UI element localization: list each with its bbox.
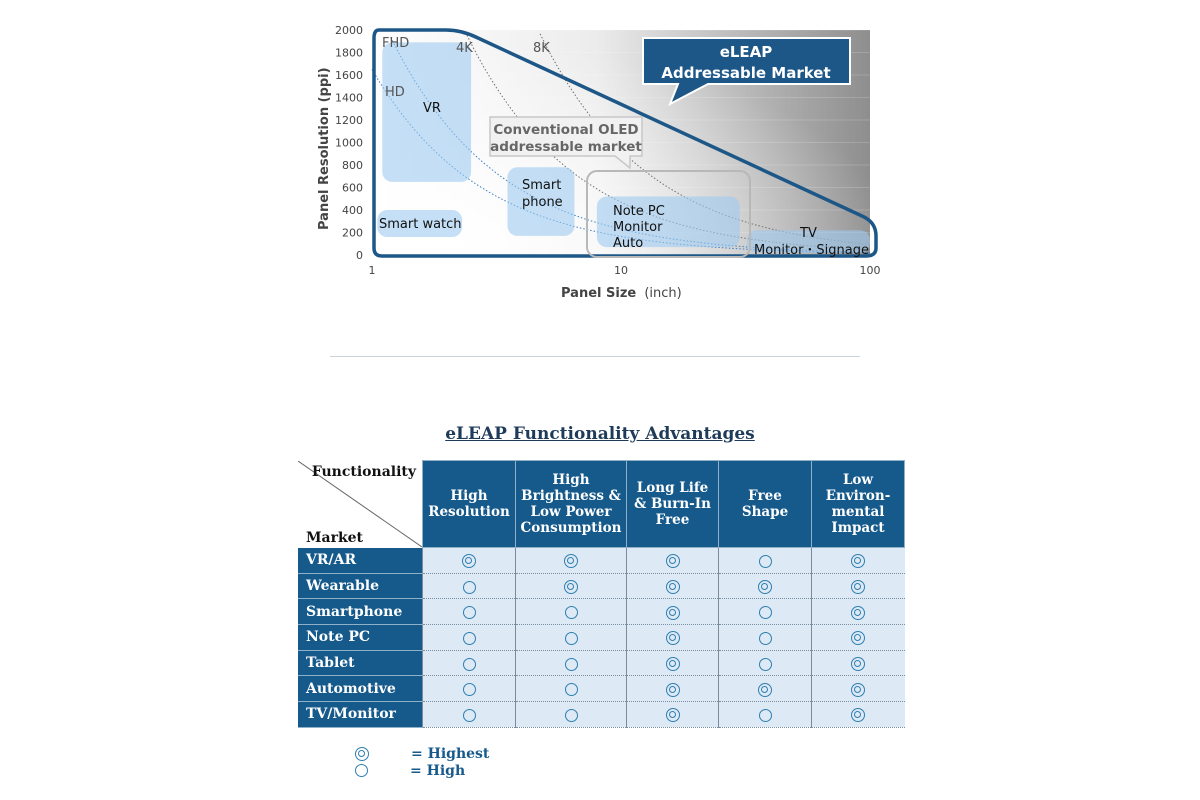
panel-resolution-chart — [0, 0, 1200, 340]
rating-cell — [812, 599, 905, 625]
double-circle-icon — [564, 554, 578, 568]
circle-icon — [463, 658, 476, 671]
rating-cell — [719, 676, 812, 702]
region-label: Smart — [522, 178, 562, 193]
section-divider — [330, 356, 860, 357]
double-circle-icon — [666, 631, 680, 645]
y-tick-label: 1600 — [335, 69, 363, 82]
rating-cell — [719, 573, 812, 599]
rating-cell — [516, 599, 627, 625]
column-header: Free Shape — [719, 461, 812, 548]
rating-cell — [423, 702, 516, 728]
rating-cell — [812, 573, 905, 599]
rating-cell — [516, 676, 627, 702]
table-row — [298, 625, 905, 651]
double-circle-icon — [666, 606, 680, 620]
column-header: Long Life & Burn-In Free — [627, 461, 719, 548]
eleap-callout-line: Addressable Market — [661, 64, 831, 82]
rating-cell — [627, 573, 719, 599]
row-header-market: Note PC — [298, 625, 423, 651]
curve-label: HD — [385, 85, 405, 100]
circle-icon — [463, 683, 476, 696]
rating-cell — [812, 702, 905, 728]
y-tick-label: 1000 — [335, 136, 363, 150]
double-circle-icon — [666, 554, 680, 568]
region-label: Auto — [613, 236, 644, 251]
rating-cell — [423, 676, 516, 702]
legend-high-label: = High — [410, 762, 466, 779]
y-tick-label: 800 — [342, 159, 363, 172]
rating-cell — [627, 676, 719, 702]
y-tick-label: 0 — [356, 249, 363, 262]
rating-cell — [423, 650, 516, 676]
rating-cell — [423, 548, 516, 574]
x-tick-label: 1 — [368, 264, 376, 277]
y-tick-label: 1400 — [335, 91, 363, 105]
circle-icon — [759, 709, 772, 722]
y-tick-label: 1200 — [335, 114, 363, 127]
y-tick-label: 200 — [342, 226, 363, 240]
double-circle-icon — [851, 554, 865, 568]
circle-icon — [759, 632, 772, 645]
circle-icon — [565, 632, 578, 645]
region-label: phone — [522, 195, 563, 210]
x-tick-label: 100 — [859, 264, 881, 277]
x-axis-label-main: Panel Size — [561, 286, 637, 301]
region-label: TV — [800, 226, 817, 241]
table-row — [298, 702, 905, 728]
rating-cell — [423, 625, 516, 651]
table-header-row — [298, 461, 905, 548]
rating-cell — [719, 625, 812, 651]
rating-cell — [627, 548, 719, 574]
double-circle-icon — [758, 580, 772, 594]
column-header: High Brightness & Low Power Consumption — [516, 461, 627, 548]
double-circle-icon — [851, 657, 865, 671]
rating-cell — [516, 573, 627, 599]
circle-icon — [565, 658, 578, 671]
table-row — [298, 650, 905, 676]
circle-icon — [565, 709, 578, 722]
double-circle-icon — [462, 554, 476, 568]
table-corner-header — [298, 461, 423, 548]
eleap-callout-line: eLEAP — [719, 43, 773, 61]
rating-cell — [516, 702, 627, 728]
rating-cell — [516, 625, 627, 651]
double-circle-icon — [851, 708, 865, 722]
region-label: VR — [423, 101, 441, 116]
row-header-market: Automotive — [298, 676, 423, 702]
y-tick-label: 2000 — [335, 24, 363, 37]
y-tick-label: 600 — [342, 181, 363, 195]
double-circle-icon — [666, 657, 680, 671]
oled-callout-line: addressable market — [490, 139, 642, 155]
table-row — [298, 573, 905, 599]
circle-icon — [463, 606, 476, 619]
row-header-market: VR/AR — [298, 548, 423, 574]
region-label: Monitor — [613, 220, 663, 235]
circle-icon — [463, 709, 476, 722]
double-circle-icon — [851, 606, 865, 620]
column-header: Low Environ-mental Impact — [812, 461, 905, 548]
rating-cell — [516, 548, 627, 574]
x-tick-label: 10 — [614, 264, 628, 277]
rating-cell — [627, 599, 719, 625]
double-circle-icon — [666, 708, 680, 722]
circle-icon — [463, 632, 476, 645]
double-circle-icon — [851, 631, 865, 645]
corner-market-label: Market — [306, 529, 364, 546]
region-label: Monitor・Signage — [754, 243, 869, 258]
rating-cell — [627, 702, 719, 728]
rating-cell — [719, 599, 812, 625]
double-circle-icon — [666, 683, 680, 697]
curve-label: 8K — [533, 41, 550, 56]
rating-cell — [719, 702, 812, 728]
curve-label: FHD — [382, 36, 410, 51]
column-header: High Resolution — [423, 461, 516, 548]
oled-callout-line: Conventional OLED — [493, 122, 639, 138]
legend-highest-label: = Highest — [411, 745, 490, 762]
rating-cell — [812, 650, 905, 676]
functionality-table — [298, 460, 905, 728]
row-header-market: Smartphone — [298, 599, 423, 625]
curve-label: 4K — [456, 41, 473, 56]
row-header-market: Tablet — [298, 650, 423, 676]
rating-cell — [627, 625, 719, 651]
double-circle-icon — [851, 580, 865, 594]
table-row — [298, 548, 905, 574]
row-header-market: TV/Monitor — [298, 702, 423, 728]
circle-icon — [463, 581, 476, 594]
y-axis-label: Panel Resolution (ppi) — [317, 67, 332, 230]
rating-cell — [812, 548, 905, 574]
circle-icon — [565, 606, 578, 619]
rating-cell — [516, 650, 627, 676]
x-axis-label — [561, 286, 682, 301]
rating-cell — [719, 548, 812, 574]
circle-icon — [759, 555, 772, 568]
rating-cell — [627, 650, 719, 676]
legend — [355, 745, 489, 779]
table-row — [298, 676, 905, 702]
double-circle-icon — [564, 580, 578, 594]
region-label: Smart watch — [379, 217, 462, 232]
region-label: Note PC — [613, 204, 665, 219]
x-axis-label-unit: (inch) — [644, 286, 682, 301]
double-circle-icon — [758, 683, 772, 697]
table-body — [298, 548, 905, 728]
double-circle-icon — [851, 683, 865, 697]
double-circle-icon — [666, 580, 680, 594]
y-tick-label: 400 — [342, 204, 363, 217]
rating-cell — [719, 650, 812, 676]
table-row — [298, 599, 905, 625]
circle-icon — [355, 764, 368, 777]
row-header-market: Wearable — [298, 573, 423, 599]
rating-cell — [423, 599, 516, 625]
circle-icon — [565, 683, 578, 696]
rating-cell — [812, 676, 905, 702]
circle-icon — [759, 606, 772, 619]
y-tick-label: 1800 — [335, 46, 363, 60]
rating-cell — [423, 573, 516, 599]
circle-icon — [759, 658, 772, 671]
rating-cell — [812, 625, 905, 651]
legend-row-highest — [355, 745, 489, 762]
double-circle-icon — [355, 747, 369, 761]
legend-row-high — [355, 762, 489, 779]
table-title: eLEAP Functionality Advantages — [445, 424, 755, 444]
corner-functionality-label: Functionality — [311, 463, 416, 480]
